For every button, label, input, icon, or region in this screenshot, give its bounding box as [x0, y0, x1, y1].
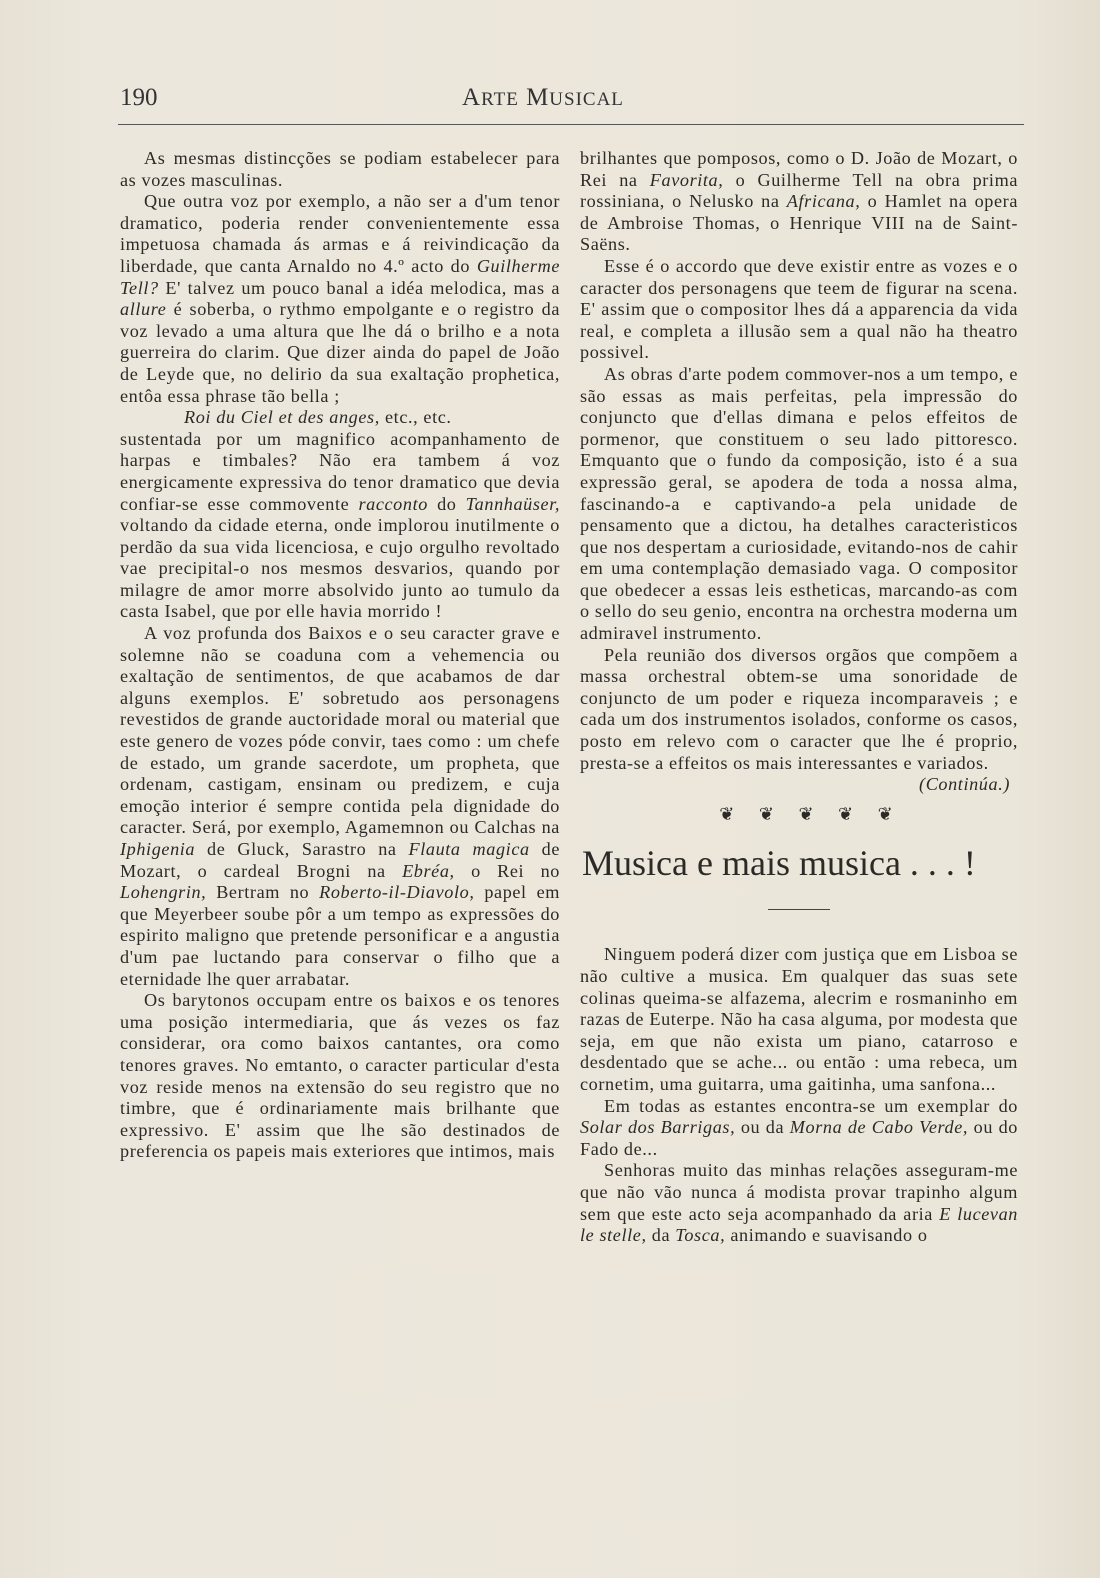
- paragraph: Ninguem poderá dizer com justiça que em Lisboa se não cultive a musica. Em qualquer das suas sete colinas queima-se alfazema, alecrim e rosmaninho em razas de Euterpe. Não ha casa alguma, por modesta que seja, em que não exista um piano, catarroso e desdentado que se ache... ou então : uma rebeca, um cornetim, uma guitarra, uma gaitinha, uma sanfona...: [580, 944, 1018, 1094]
- article-title: Musica e mais musica . . . !: [582, 843, 976, 884]
- running-head-m: M: [526, 84, 550, 111]
- header-rule: [118, 124, 1024, 125]
- ornament-divider: ❦ ❦ ❦ ❦ ❦: [719, 803, 903, 824]
- paragraph: Em todas as estantes encontra-se um exemplar do Solar dos Barrigas, ou da Morna de Cabo Verde, ou do Fado de...: [580, 1095, 1018, 1159]
- paragraph: Que outra voz por exemplo, a não ser a d'um tenor dramatico, poderia render convenientemente essa impetuosa chamada ás armas e á reivindicação da liberdade, que canta Arnaldo no 4.º acto do Guilherme Tell? E' talvez um pouco banal a idéa melodica, mas a allure é soberba, o rythmo empolgante e o registro da voz levado a uma altura que lhe dá o brilho e a nota guerreira do clarim. Que dizer ainda do papel de João de Leyde que, no delirio da sua exaltação prophetica, entôa essa phrase tão bella ;: [120, 191, 560, 406]
- paragraph: Pela reunião dos diversos orgãos que compõem a massa orchestral obtem-se uma sonoridade de conjuncto de um poder e riqueza incomparaveis ; e cada um dos instrumentos isolados, conforme os casos, posto em relevo com o caracter que lhe é proprio, presta-se a effeitos os mais interessantes e variados.: [580, 644, 1018, 773]
- running-head-m-rest: USICAL: [549, 89, 624, 110]
- paragraph: Senhoras muito das minhas relações asseguram-me que não vão nunca á modista provar trapinho algum sem que este acto seja acompanhado da aria E lucevan le stelle, da Tosca, animando e suavisando o: [580, 1160, 1018, 1246]
- left-column: [120, 148, 560, 1163]
- title-rule: [768, 909, 830, 910]
- paragraph: Esse é o accordo que deve existir entre as vozes e o caracter dos personagens que teem de figurar na scena. E' assim que o compositor lhes dá a apparencia da vida real, e completa a illusão sem a qual não ha theatro possivel.: [580, 255, 1018, 363]
- paragraph: As obras d'arte podem commover-nos a um tempo, e são essas as mais perfeitas, pela impressão do conjuncto que d'ellas dimana e pelos effeitos de pormenor, que constituem o seu lado pittoresco. Emquanto que o fundo da composição, isto é a sua expressão geral, se apodera de toda a nossa alma, fascinando-a e captivando-a pela unidade de pensamento que a dictou, ha detalhes caracteristicos que nos despertam a curiosidade, evitando-nos de cahir em uma contemplação demasiado vaga. O compositor que obedecer a essas leis estheticas, marcando-as com o sello do seu genio, encontra na orchestra moderna um admiravel instrumento.: [580, 363, 1018, 644]
- running-head: [462, 84, 624, 112]
- paragraph: Os barytonos occupam entre os baixos e os tenores uma posição intermediaria, que ás vezes os faz considerar, ora como baixos cantantes, ora como tenores graves. No emtanto, o caracter particular d'esta voz reside menos na extensão do seu registro que no timbre, que é ordinariamente mais brilhante que expressivo. E' assim que lhe são destinados de preferencia os papeis mais exteriores que intimos, mais: [120, 990, 560, 1162]
- running-head-a: A: [462, 84, 482, 111]
- paragraph: brilhantes que pomposos, como o D. João de Mozart, o Rei na Favorita, o Guilherme Tell na obra prima rossiniana, o Nelusko na Africana, o Hamlet na opera de Ambroise Thomas, o Henrique VIII na de Saint-Saëns.: [580, 148, 1019, 255]
- right-column: [580, 148, 1018, 1247]
- page-number: 190: [120, 84, 158, 111]
- paragraph: sustentada por um magnifico acompanhamento de harpas e timbales? Não era tambem á voz energicamente expressiva do tenor dramatico que devia confiar-se esse commovente racconto do Tannhaüser, voltando da cidade eterna, onde implorou inutilmente o perdão da sua vida licenciosa, e cujo orgulho revoltado vae precipital-o nos mesmos desvarios, quando por milagre de amor morre absolvido junto ao tumulo da casta Isabel, que por elle havia morrido !: [120, 428, 561, 622]
- running-head-a-rest: RTE: [481, 89, 519, 110]
- paragraph: As mesmas distincções se podiam estabelecer para as vozes masculinas.: [120, 148, 560, 190]
- continua-note: (Continúa.): [919, 774, 1010, 795]
- paragraph: A voz profunda dos Baixos e o seu caracter grave e solemne não se coaduna com a vehemencia ou exaltação de sentimentos, de que acabamos de dar alguns exemplos. E' sobretudo aos personagens revestidos de grande auctoridade moral ou material que este genero de vozes póde convir, taes como : um chefe de estado, um grande sacerdote, um propheta, que ordenam, castigam, ensinam ou predizem, e cuja emoção interior é sempre contida pela dignidade do caracter. Será, por exemplo, Agamemnon ou Calchas na Iphigenia de Gluck, Sarastro na Flauta magica de Mozart, o cardeal Brogni na Ebréa, o Rei no Lohengrin, Bertram no Roberto-il-Diavolo, papel em que Meyerbeer soube pôr a um tempo as expressões do espirito maligno que pretende personificar e a angustia d'um pae luctando para conservar o filho que a eternidade lhe quer arrabatar.: [120, 623, 561, 989]
- verse-quote: Roi du Ciel et des anges, etc., etc.: [184, 407, 452, 428]
